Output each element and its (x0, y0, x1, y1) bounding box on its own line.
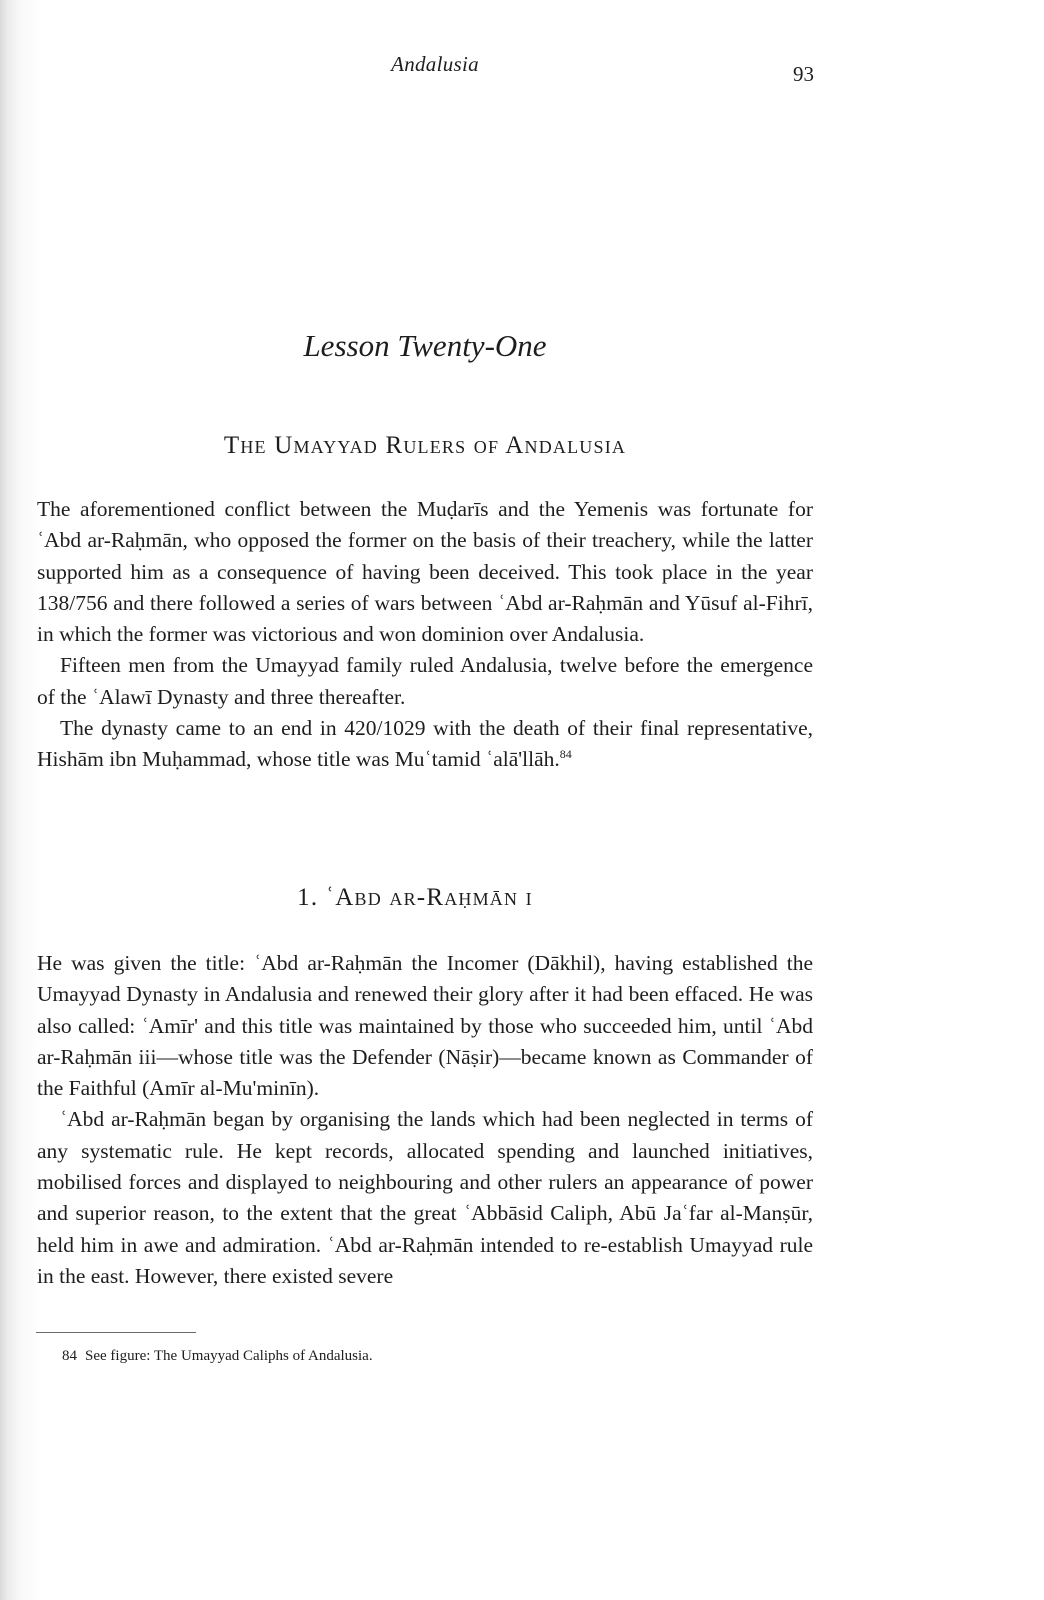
footnote-marker[interactable]: 84 (559, 747, 572, 762)
paragraph: Fifteen men from the Umayyad family ruled Andalusia, twelve before the emergence of the ʿAlawī Dynasty and three thereafter. (37, 653, 813, 709)
footnote-number: 84 (62, 1348, 77, 1364)
paragraph: He was given the title: ʿAbd ar-Raḥmān the Incomer (Dākhil), having established the Umayyad Dynasty in Andalusia and renewed their glory after it had been effaced. He was also called: ʿAmīr' and this title was maintained by those who succeeded him, until ʿAbd ar-Raḥmān iii—whose title was the Defender (Nāṣir)—became known as Commander of the Faithful (Amīr al-Mu'minīn). (37, 951, 813, 1101)
paragraph: The aforementioned conflict between the Muḍarīs and the Yemenis was fortunate for ʿAbd ar-Raḥmān, who opposed the former on the basis of their treachery, while the latter supported him as a consequence of having been deceived. This took place in the year 138/756 and there followed a series of wars between ʿAbd ar-Raḥmān and Yūsuf al-Fihrī, in which the former was victorious and won dominion over Andalusia. (37, 497, 813, 647)
paragraph (37, 713, 813, 776)
running-head: Andalusia (391, 52, 479, 76)
section-heading-umayyad-rulers: The Umayyad Rulers of Andalusia (223, 432, 627, 459)
footnote-divider (36, 1332, 196, 1333)
section-1-body (37, 494, 813, 776)
paragraph: ʿAbd ar-Raḥmān began by organising the lands which had been neglected in terms of any systematic rule. He kept records, allocated spending and launched initiatives, mobilised forces and displayed to neighbouring and other rulers an appearance of power and superior reason, to the extent that the great ʿAbbāsid Caliph, Abū Jaʿfar al-Manṣūr, held him in awe and admiration. ʿAbd ar-Raḥmān intended to re-establish Umayyad rule in the east. However, there existed severe (37, 1107, 813, 1288)
page-number: 93 (793, 62, 814, 86)
footnote (62, 1348, 373, 1365)
section-2-body (37, 948, 813, 1292)
section-heading-abd-ar-rahman-i: 1. ʿAbd ar-Raḥmān i (297, 884, 533, 911)
lesson-title: Lesson Twenty-One (303, 328, 547, 363)
paragraph-text: The dynasty came to an end in 420/1029 with the death of their final representative, Hishām ibn Muḥammad, whose title was Muʿtamid ʿalā'llāh. (37, 716, 813, 772)
footnote-text: See figure: The Umayyad Caliphs of Andalusia. (85, 1348, 373, 1364)
